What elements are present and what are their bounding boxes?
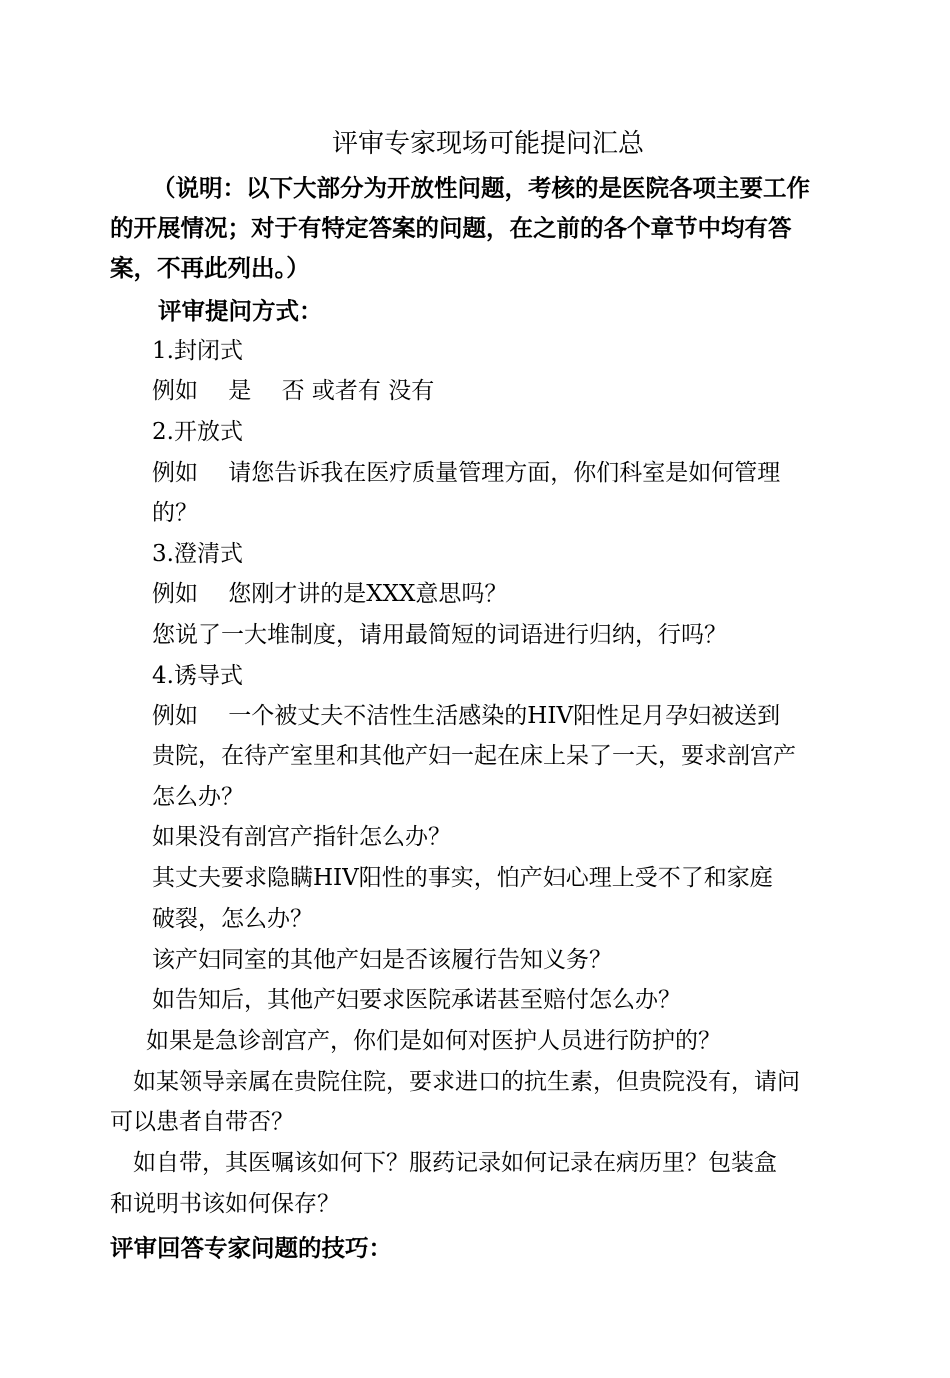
method-closed-example: 例如 是 否 或者有 没有 — [152, 378, 435, 404]
ask-methods-heading: 评审提问方式： — [158, 297, 323, 325]
method-closed-label: 1.封闭式 — [152, 338, 243, 364]
method-clarify-example-1: 例如 您刚才讲的是XXX意思吗？ — [152, 581, 508, 607]
leading-question-3-line-2: 破裂，怎么办？ — [152, 906, 313, 932]
leading-question-7-line-1: 如某领导亲属在贵院住院，要求进口的抗生素，但贵院没有，请问 — [133, 1069, 800, 1095]
leading-question-8-line-1: 如自带，其医嘱该如何下？服药记录如何记录在病历里？包装盒 — [133, 1150, 777, 1176]
leading-example-line-1: 例如 一个被丈夫不洁性生活感染的HIV阳性足月孕妇被送到 — [152, 703, 781, 729]
method-clarify-label: 3.澄清式 — [152, 541, 243, 567]
answer-tips-heading: 评审回答专家问题的技巧： — [110, 1234, 392, 1262]
note-line-2: 的开展情况；对于有特定答案的问题，在之前的各个章节中均有答 — [110, 214, 792, 242]
leading-example-line-2: 贵院，在待产室里和其他产妇一起在床上呆了一天，要求剖宫产 — [152, 743, 796, 769]
method-clarify-example-2: 您说了一大堆制度，请用最简短的词语进行归纳，行吗？ — [152, 622, 727, 648]
note-line-3: 案，不再此列出。） — [110, 254, 310, 282]
method-leading-label: 4.诱导式 — [152, 663, 243, 689]
leading-question-7-line-2: 可以患者自带否？ — [110, 1109, 294, 1135]
note-line-1: （说明：以下大部分为开放性问题，考核的是医院各项主要工作 — [152, 174, 810, 202]
leading-example-line-3: 怎么办？ — [152, 784, 244, 810]
method-open-example-line-1: 例如 请您告诉我在医疗质量管理方面，你们科室是如何管理 — [152, 460, 781, 486]
leading-question-5: 如告知后，其他产妇要求医院承诺甚至赔付怎么办？ — [152, 987, 681, 1013]
leading-question-3-line-1: 其丈夫要求隐瞒HIV阳性的事实，怕产妇心理上受不了和家庭 — [152, 865, 773, 891]
leading-question-4: 该产妇同室的其他产妇是否该履行告知义务？ — [152, 947, 612, 973]
method-open-example-line-2: 的？ — [152, 500, 198, 526]
leading-question-2: 如果没有剖宫产指针怎么办？ — [152, 824, 451, 850]
page-title: 评审专家现场可能提问汇总 — [332, 129, 645, 159]
leading-question-8-line-2: 和说明书该如何保存？ — [110, 1191, 340, 1217]
leading-question-6: 如果是急诊剖宫产，你们是如何对医护人员进行防护的？ — [146, 1028, 721, 1054]
method-open-label: 2.开放式 — [152, 419, 243, 445]
